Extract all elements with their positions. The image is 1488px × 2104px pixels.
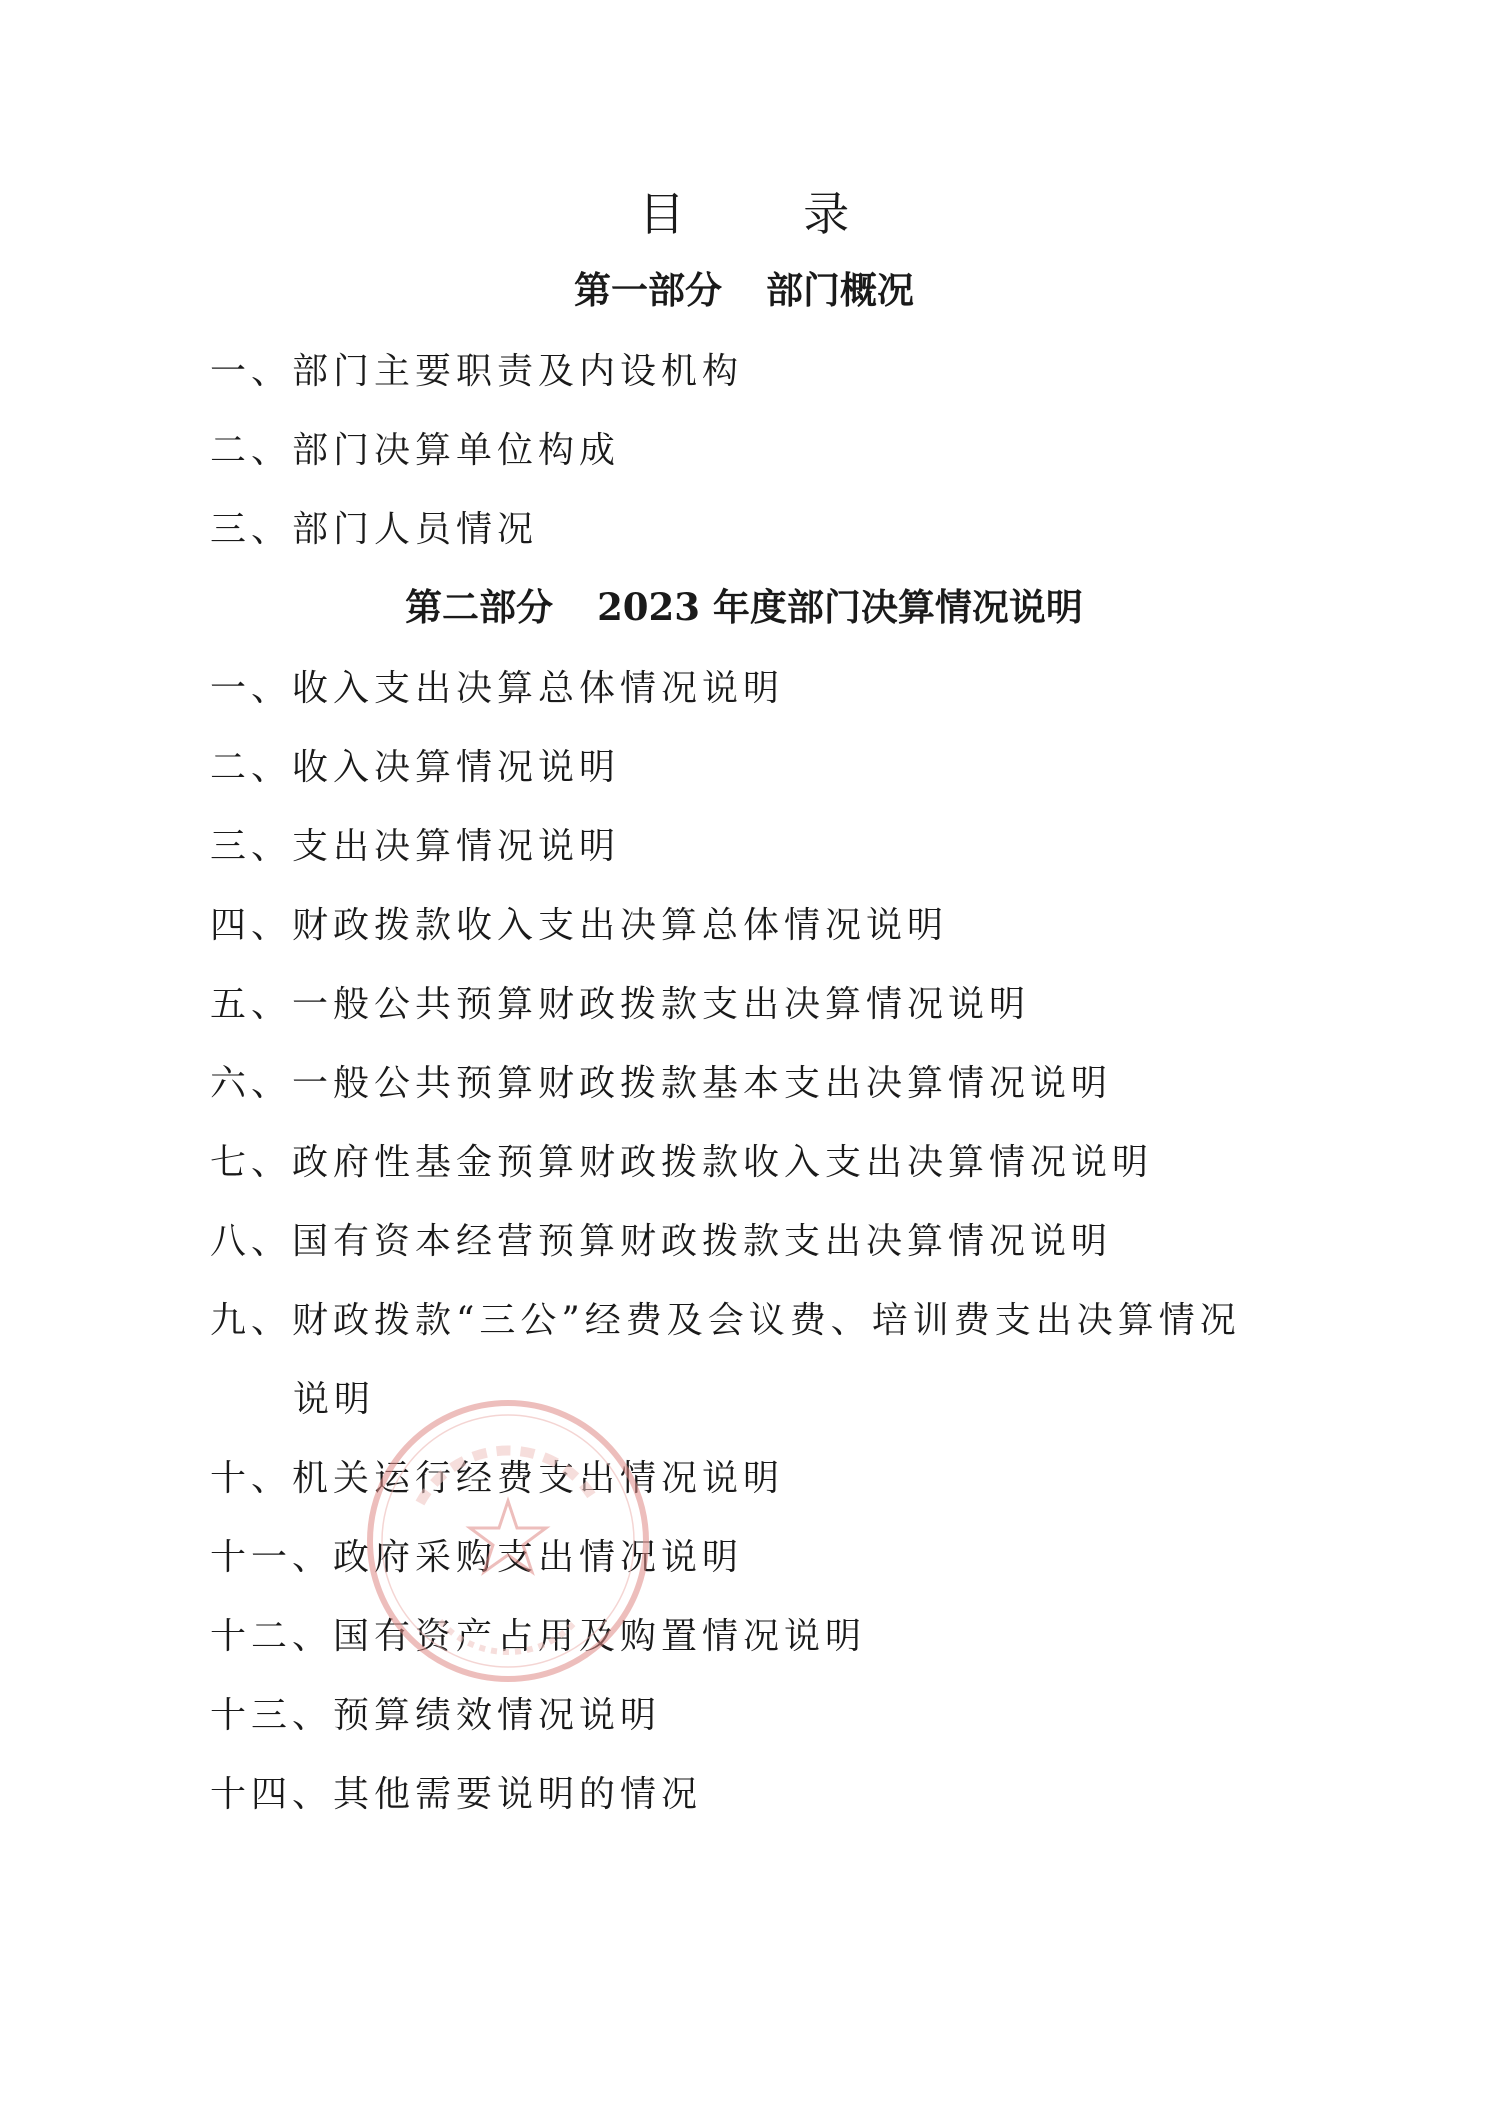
- toc-item[interactable]: 十、机关运行经费支出情况说明: [210, 1458, 785, 1499]
- toc-item[interactable]: 九、财政拨款“三公”经费及会议费、培训费支出决算情况: [210, 1300, 1241, 1341]
- part1-heading: [0, 265, 1488, 315]
- toc-item[interactable]: 四、财政拨款收入支出决算总体情况说明: [210, 905, 949, 946]
- toc-item[interactable]: 一、部门主要职责及内设机构: [210, 351, 744, 392]
- toc-item-continuation[interactable]: 说明: [293, 1379, 376, 1420]
- part2-title: 2023 年度部门决算情况说明: [597, 585, 1083, 629]
- toc-item[interactable]: 三、部门人员情况: [210, 509, 539, 550]
- toc-item[interactable]: 八、国有资本经营预算财政拨款支出决算情况说明: [210, 1221, 1113, 1262]
- toc-item[interactable]: 二、部门决算单位构成: [210, 430, 621, 471]
- part2-label: 第二部分: [405, 585, 554, 629]
- toc-item[interactable]: 一、收入支出决算总体情况说明: [210, 668, 785, 709]
- toc-item[interactable]: 五、一般公共预算财政拨款支出决算情况说明: [210, 984, 1031, 1025]
- part2-heading: [0, 582, 1488, 632]
- part1-title: 部门概况: [766, 268, 914, 312]
- toc-item[interactable]: 十四、其他需要说明的情况: [210, 1774, 703, 1815]
- toc-item[interactable]: 十一、政府采购支出情况说明: [210, 1537, 744, 1578]
- part1-label: 第一部分: [574, 268, 722, 312]
- toc-item[interactable]: 十二、国有资产占用及购置情况说明: [210, 1616, 867, 1657]
- toc-item[interactable]: 十三、预算绩效情况说明: [210, 1695, 662, 1736]
- toc-item[interactable]: 二、收入决算情况说明: [210, 747, 621, 788]
- toc-item[interactable]: 七、政府性基金预算财政拨款收入支出决算情况说明: [210, 1142, 1154, 1183]
- page-title: 目 录: [638, 187, 902, 241]
- toc-item[interactable]: 三、支出决算情况说明: [210, 826, 621, 867]
- toc-item[interactable]: 六、一般公共预算财政拨款基本支出决算情况说明: [210, 1063, 1113, 1104]
